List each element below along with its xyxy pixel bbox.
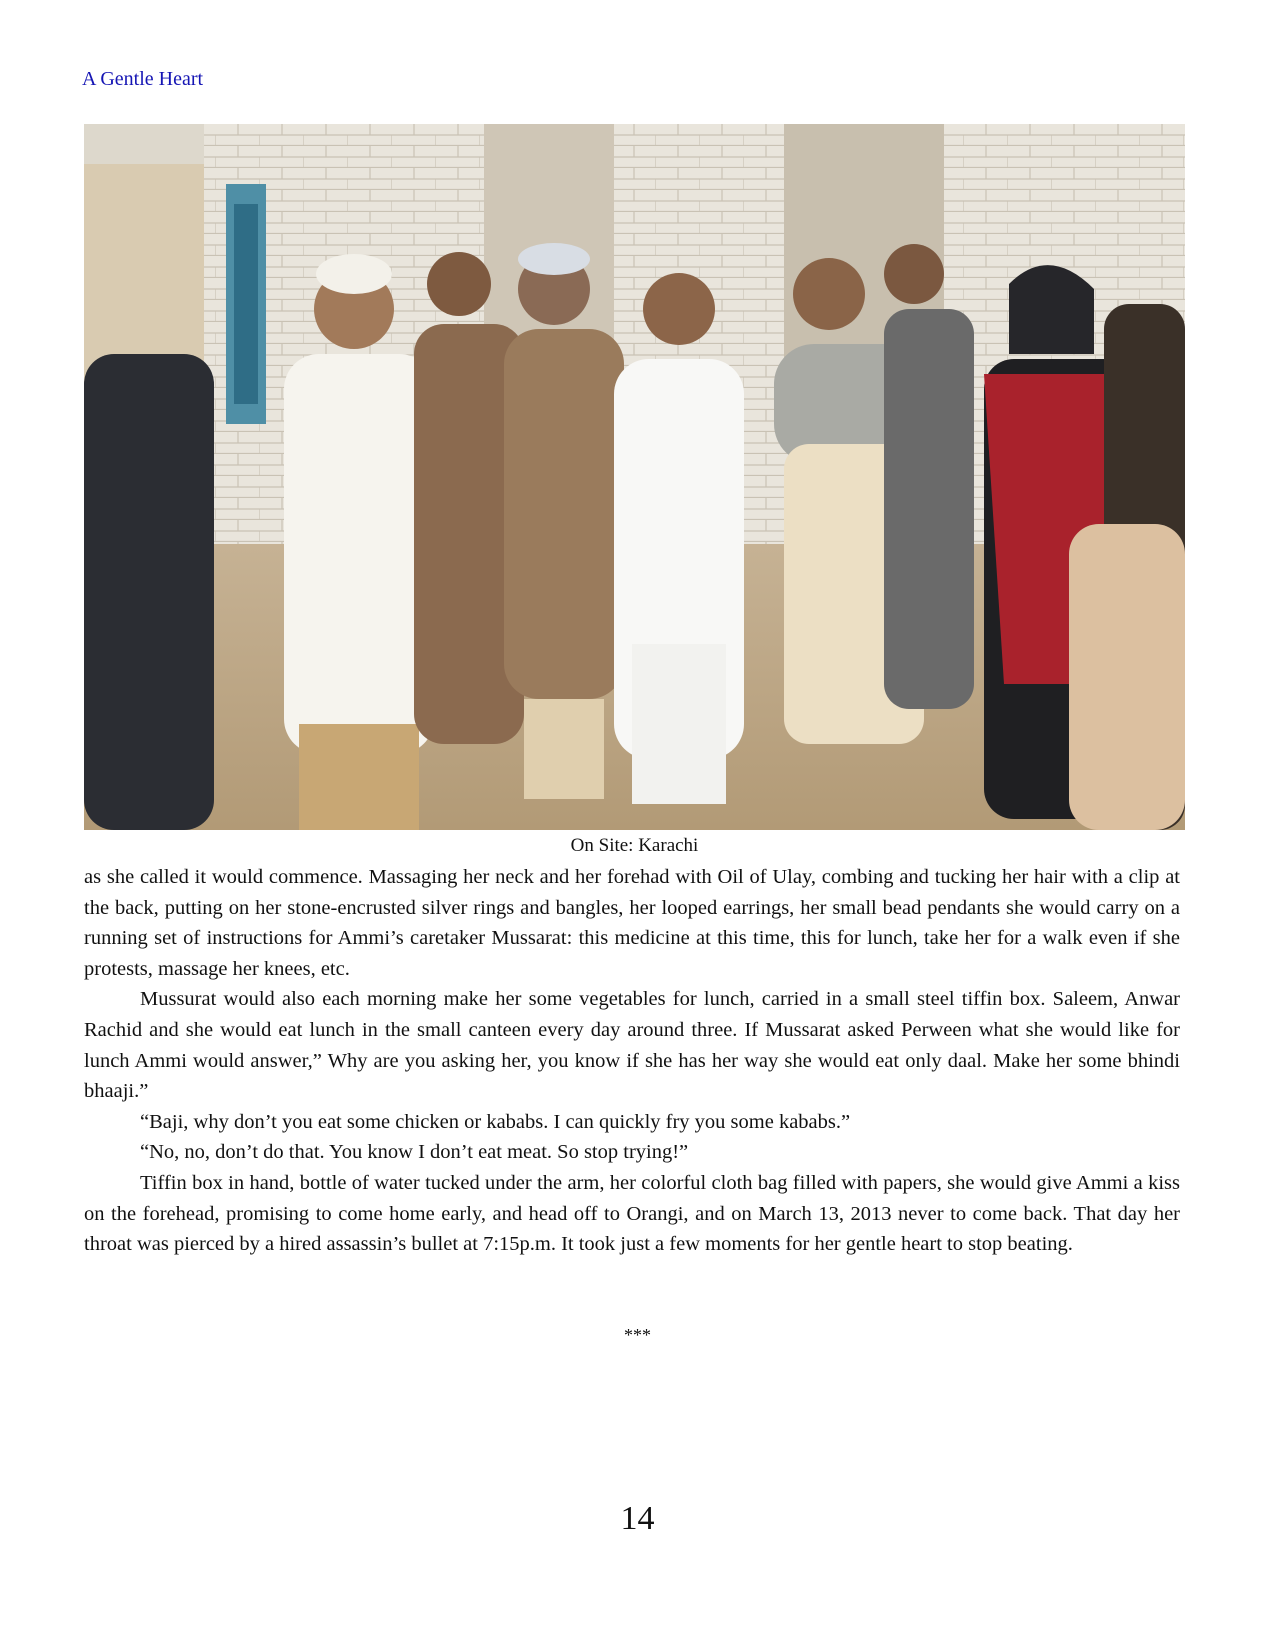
- paragraph: “Baji, why don’t you eat some chicken or kababs. I can quickly fry you some kababs.”: [140, 1110, 851, 1133]
- page-number: 14: [620, 1500, 655, 1537]
- paragraph: Tiffin box in hand, bottle of water tucked under the arm, her colorful cloth bag filled with papers, she would give Ammi a kiss on the forehead, promising to come home early, and head off to Orangi, and on March 13, 2013 never to come back. That day her throat was pierced by a hired assassin’s bullet at 7:15p.m. It took just a few moments for her gentle heart to stop beating.: [84, 1171, 1180, 1256]
- section-separator: ***: [624, 1325, 651, 1345]
- paragraph: “No, no, don’t do that. You know I don’t eat meat. So stop trying!”: [140, 1141, 689, 1164]
- photo-group-of-people: [84, 124, 1185, 830]
- photo-caption: On Site: Karachi: [570, 835, 699, 856]
- body-text: [84, 862, 1180, 1260]
- photo-group-of-people-icon: [84, 124, 1185, 830]
- paragraph: as she called it would commence. Massaging her neck and her forehad with Oil of Ulay, combing and tucking her hair with a clip at the back, putting on her stone-encrusted silver rings and bangles, her looped earrings, her small bead pendants she would carry on a running set of instructions for Ammi’s caretaker Mussarat: this medicine at this time, this for lunch, take her for a walk even if she protests, massage her knees, etc.: [84, 866, 1180, 980]
- running-head-title: A Gentle Heart: [82, 68, 204, 90]
- paragraph: Mussurat would also each morning make her some vegetables for lunch, carried in a small steel tiffin box. Saleem, Anwar Rachid and she would eat lunch in the small canteen every day around three. If Mussarat asked Perween what she would like for lunch Ammi would answer,” Why are you asking her, you know if she has her way she would eat only daal. Make her some bhindi bhaaji.”: [84, 988, 1180, 1103]
